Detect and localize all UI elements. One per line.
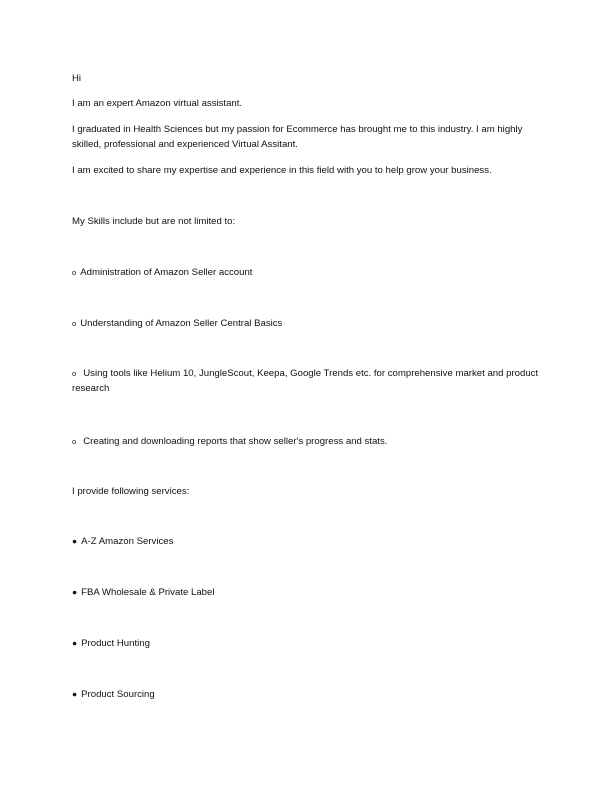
- service-item: [72, 534, 542, 549]
- service-item-text: Product Sourcing: [81, 689, 155, 700]
- background-paragraph: I graduated in Health Sciences but my passion for Ecommerce has brought me to this industry. I am highly skilled, professional and experienced Virtual Assitant.: [72, 124, 523, 151]
- skill-item-text: Administration of Amazon Seller account: [80, 267, 253, 278]
- service-item-text: Product Hunting: [81, 638, 150, 649]
- service-item-text: FBA Wholesale & Private Label: [81, 587, 215, 598]
- disc-bullet-icon: ●: [72, 689, 78, 699]
- skill-item-text: Using tools like Helium 10, JungleScout, Keepa, Google Trends etc. for comprehensive market and product research: [72, 368, 539, 395]
- skill-item: [72, 434, 542, 449]
- skill-item: [72, 265, 542, 280]
- skill-item-text: Understanding of Amazon Seller Central Basics: [80, 318, 283, 329]
- circle-bullet-icon: o: [72, 369, 77, 378]
- service-item-text: A-Z Amazon Services: [81, 536, 174, 547]
- service-item: [72, 585, 542, 600]
- intro-paragraph: I am an expert Amazon virtual assistant.: [72, 98, 243, 109]
- greeting: Hi: [72, 73, 82, 84]
- skills-heading: My Skills include but are not limited to:: [72, 216, 236, 227]
- service-item: [72, 636, 542, 651]
- skill-item: [72, 316, 542, 331]
- circle-bullet-icon: o: [72, 437, 77, 446]
- excited-paragraph: I am excited to share my expertise and experience in this field with you to help grow your business.: [72, 165, 492, 176]
- skill-item-text: Creating and downloading reports that show seller's progress and stats.: [83, 436, 388, 447]
- disc-bullet-icon: ●: [72, 587, 78, 597]
- service-item: [72, 687, 542, 702]
- disc-bullet-icon: ●: [72, 536, 78, 546]
- services-heading: I provide following services:: [72, 486, 190, 497]
- skill-item: [72, 366, 542, 397]
- circle-bullet-icon: o: [72, 268, 77, 277]
- disc-bullet-icon: ●: [72, 638, 78, 648]
- circle-bullet-icon: o: [72, 319, 77, 328]
